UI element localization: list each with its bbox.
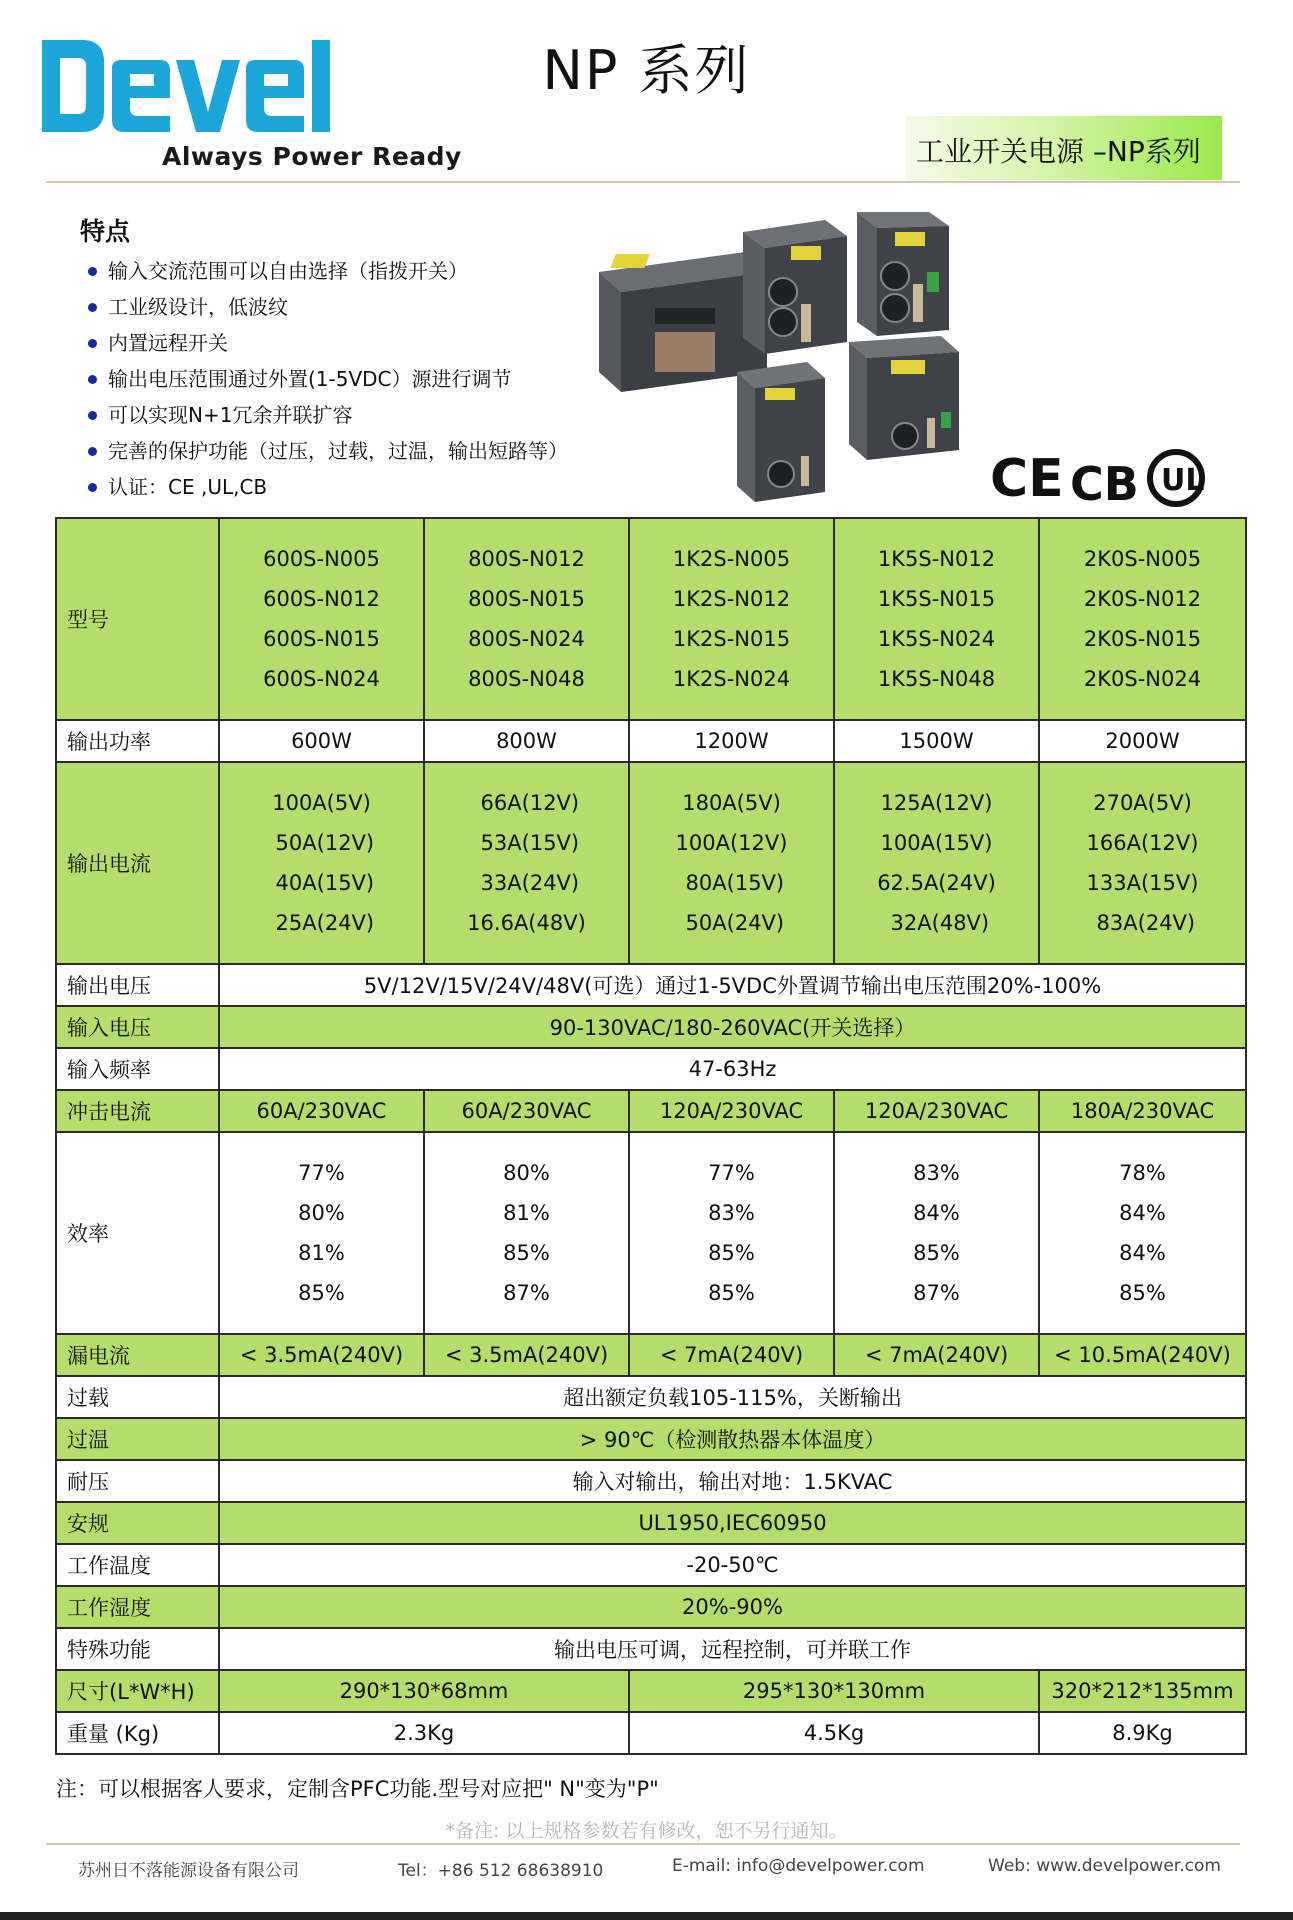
table-cell: 600S-N005 600S-N012 600S-N015 600S-N024 [219,518,424,720]
table-cell: < 7mA(240V) [629,1334,834,1376]
row-model [56,518,1246,720]
table-cell: 77% 80% 81% 85% [219,1132,424,1334]
feature-item: 可以实现N+1冗余并联扩容 [84,400,568,436]
table-cell: 120A/230VAC [834,1090,1039,1132]
features-list [84,256,568,508]
footer-divider [46,1843,1240,1845]
table-cell: 4.5Kg [629,1712,1039,1754]
certification-marks [990,448,1210,512]
row-input-frequency [56,1048,1246,1090]
table-cell: < 3.5mA(240V) [424,1334,629,1376]
brand-tagline: Always Power Ready [162,142,462,171]
row-label: 型号 [56,518,219,720]
row-input-voltage [56,1006,1246,1048]
header-divider [46,181,1240,183]
row-label: 输出电压 [56,964,219,1006]
svg-text:UL: UL [1161,463,1205,498]
table-cell: UL1950,IEC60950 [219,1502,1246,1544]
feature-item: 工业级设计，低波纹 [84,292,568,328]
table-cell: < 10.5mA(240V) [1039,1334,1246,1376]
table-cell: 800S-N012 800S-N015 800S-N024 800S-N048 [424,518,629,720]
ce-mark-icon: CE [990,449,1064,508]
row-leakage-current [56,1334,1246,1376]
table-cell: 2.3Kg [219,1712,629,1754]
table-cell: 125A(12V) 100A(15V) 62.5A(24V) 32A(48V) [834,762,1039,964]
feature-item: 输出电压范围通过外置(1-5VDC）源进行调节 [84,364,568,400]
spec-table [55,517,1247,1755]
feature-item: 内置远程开关 [84,328,568,364]
customization-note: 注：可以根据客人要求，定制含PFC功能.型号对应把" N"变为"P" [56,1777,659,1801]
table-cell: 66A(12V) 53A(15V) 33A(24V) 16.6A(48V) [424,762,629,964]
table-cell: 60A/230VAC [424,1090,629,1132]
table-cell: 60A/230VAC [219,1090,424,1132]
row-label: 耐压 [56,1460,219,1502]
footer-website[interactable]: Web: www.develpower.com [988,1856,1221,1876]
table-cell: 20%-90% [219,1586,1246,1628]
row-safety [56,1502,1246,1544]
table-cell: 8.9Kg [1039,1712,1246,1754]
table-cell: 80% 81% 85% 87% [424,1132,629,1334]
row-weight [56,1712,1246,1754]
table-cell: 78% 84% 84% 85% [1039,1132,1246,1334]
table-cell: > 90℃（检测散热器本体温度） [219,1418,1246,1460]
row-inrush-current [56,1090,1246,1132]
row-label: 输出电流 [56,762,219,964]
footer-email[interactable]: E-mail: info@develpower.com [672,1856,925,1876]
row-label: 重量 (Kg) [56,1712,219,1754]
disclaimer: *备注: 以上规格参数若有修改，恕不另行通知。 [445,1820,848,1842]
row-output-current [56,762,1246,964]
table-cell: 输出电压可调，远程控制，可并联工作 [219,1628,1246,1670]
table-cell: 120A/230VAC [629,1090,834,1132]
row-label: 安规 [56,1502,219,1544]
table-cell: 超出额定负载105-115%，关断输出 [219,1376,1246,1418]
table-cell: 1500W [834,720,1039,762]
table-cell: 83% 84% 85% 87% [834,1132,1039,1334]
footer-tel: Tel：+86 512 68638910 [398,1861,604,1881]
row-label: 尺寸(L*W*H) [56,1670,219,1712]
table-cell: 77% 83% 85% 85% [629,1132,834,1334]
table-cell: 1K5S-N012 1K5S-N015 1K5S-N024 1K5S-N048 [834,518,1039,720]
table-cell: 100A(5V) 50A(12V) 40A(15V) 25A(24V) [219,762,424,964]
table-cell: 输入对输出，输出对地：1.5KVAC [219,1460,1246,1502]
row-withstand-voltage [56,1460,1246,1502]
row-label: 过温 [56,1418,219,1460]
row-operating-temp [56,1544,1246,1586]
row-dimensions [56,1670,1246,1712]
row-label: 工作湿度 [56,1586,219,1628]
product-photo [595,212,1035,502]
row-output-voltage [56,964,1246,1006]
row-label: 输出功率 [56,720,219,762]
table-cell: 47-63Hz [219,1048,1246,1090]
table-cell: 800W [424,720,629,762]
row-label: 工作温度 [56,1544,219,1586]
document-title: NP 系列 [542,39,751,102]
row-label: 冲击电流 [56,1090,219,1132]
row-label: 输入频率 [56,1048,219,1090]
table-cell: 320*212*135mm [1039,1670,1246,1712]
row-label: 漏电流 [56,1334,219,1376]
table-cell: 5V/12V/15V/24V/48V(可选）通过1-5VDC外置调节输出电压范围20%-100% [219,964,1246,1006]
ul-mark-icon [1150,452,1204,504]
table-cell: 2000W [1039,720,1246,762]
series-badge: 工业开关电源 –NP系列 [906,116,1222,180]
features-title: 特点 [80,217,131,246]
row-special-function [56,1628,1246,1670]
table-cell: 1200W [629,720,834,762]
row-overtemp [56,1418,1246,1460]
row-label: 特殊功能 [56,1628,219,1670]
row-label: 过载 [56,1376,219,1418]
table-cell: 1K2S-N005 1K2S-N012 1K2S-N015 1K2S-N024 [629,518,834,720]
table-cell: < 7mA(240V) [834,1334,1039,1376]
table-cell: 2K0S-N005 2K0S-N012 2K0S-N015 2K0S-N024 [1039,518,1246,720]
row-label: 效率 [56,1132,219,1334]
table-cell: 290*130*68mm [219,1670,629,1712]
table-cell: 295*130*130mm [629,1670,1039,1712]
table-cell: 270A(5V) 166A(12V) 133A(15V) 83A(24V) [1039,762,1246,964]
row-output-power [56,720,1246,762]
table-cell: -20-50℃ [219,1544,1246,1586]
row-label: 输入电压 [56,1006,219,1048]
footer-company: 苏州日不落能源设备有限公司 [78,1861,299,1881]
row-overload [56,1376,1246,1418]
row-efficiency [56,1132,1246,1334]
table-cell: 90-130VAC/180-260VAC(开关选择） [219,1006,1246,1048]
feature-item: 完善的保护功能（过压，过载，过温，输出短路等） [84,436,568,472]
feature-item: 认证：CE ,UL,CB [84,472,568,508]
table-cell: 180A/230VAC [1039,1090,1246,1132]
table-cell: 600W [219,720,424,762]
feature-item: 输入交流范围可以自由选择（指拨开关） [84,256,568,292]
cb-mark-icon: CB [1070,457,1139,508]
table-cell: < 3.5mA(240V) [219,1334,424,1376]
bottom-bar [0,1912,1293,1920]
row-operating-humidity [56,1586,1246,1628]
table-cell: 180A(5V) 100A(12V) 80A(15V) 50A(24V) [629,762,834,964]
